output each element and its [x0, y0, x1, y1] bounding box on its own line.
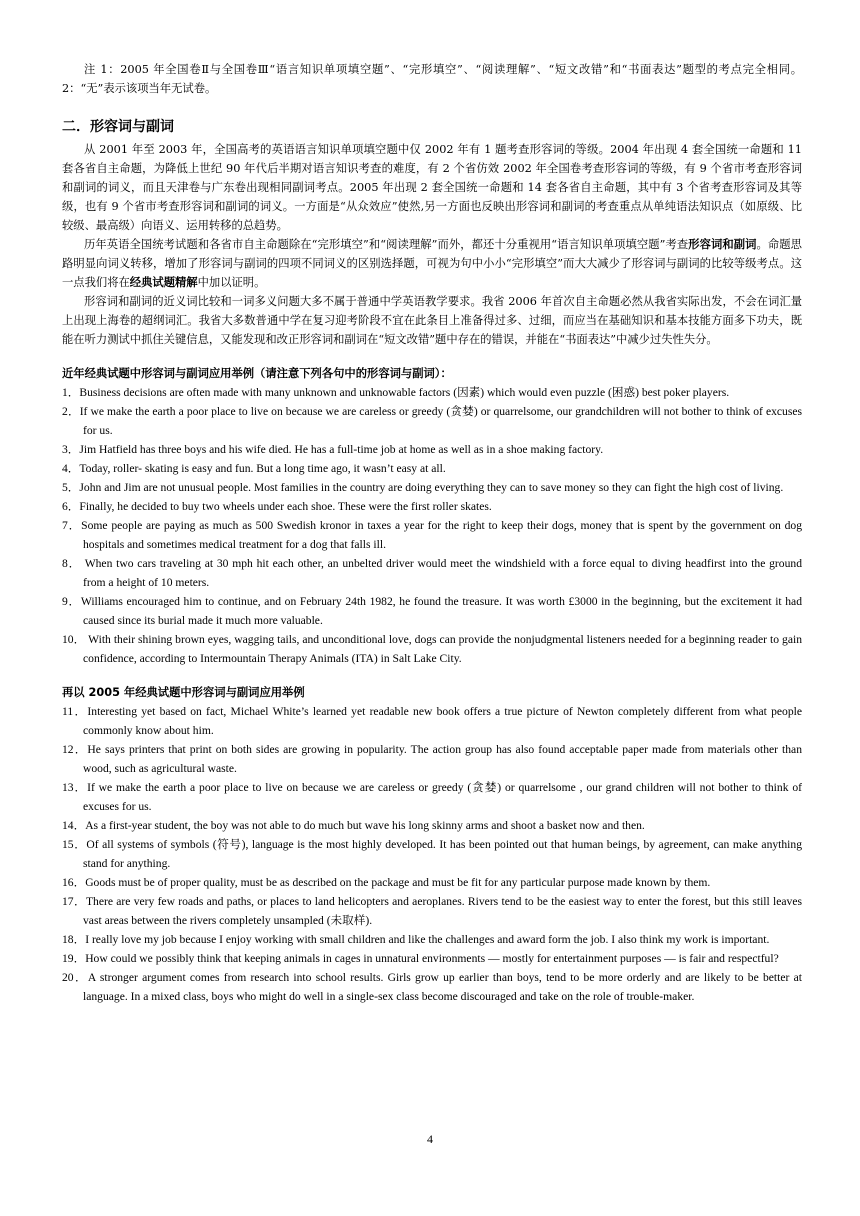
example-list-1-heading: 近年经典试题中形容词与副词应用举例（请注意下列各句中的形容词与副词）： — [62, 367, 452, 380]
list-item: 11．Interesting yet based on fact, Michael White’s learned yet readable new book offers a true picture of Newton completely different from what people commonly know about him. — [62, 705, 803, 737]
paragraph-2-text-b: 。命题思路明显向词义转移，增加了形容词与副词的四项不同词义的区别选择题，可视为句中小小“完形填空”而大大减少了形容词与副词的比较等级考点。这一点我们将在 — [62, 238, 802, 289]
list-item: 14．As a first-year student, the boy was not able to do much but wave his long skinny arms and shoot a basket now and then. — [62, 819, 645, 832]
list-item: 18．I really love my job because I enjoy working with small children and like the challenges and award form the job. I also think my work is important. — [62, 933, 770, 946]
paragraph-2-text-a: 历年英语全国统考试题和各省市自主命题除在“完形填空”和“阅读理解”而外，都还十分重视用“语言知识单项填空题”考查 — [84, 238, 689, 251]
section-title: 二．形容词与副词 — [62, 119, 174, 135]
list-item: 8． When two cars traveling at 30 mph hit each other, an unbelted driver would meet the windshield with a force equal to diving headfirst into the ground from a height of 10 meters. — [62, 557, 802, 589]
list-item: 17．There are very few roads and paths, or places to land helicopters and aeroplanes. Rivers tend to be the easiest way to enter the forest, but this still leaves vast areas between the rivers completely unsampled (未取样). — [62, 895, 802, 927]
list-item: 4．Today, roller- skating is easy and fun. But a long time ago, it wasn’t easy at all. — [62, 462, 446, 475]
list-item: 2．If we make the earth a poor place to live on because we are careless or greedy (贪婪) or quarrelsome, our grandchildren will not bother to think of excuses for us. — [62, 405, 802, 437]
list-item: 6．Finally, he decided to buy two wheels under each shoe. These were the first roller skates. — [62, 500, 492, 513]
list-item: 20．A stronger argument comes from research into school results. Girls grow up earlier than boys, tend to be more orderly and are likely to be better at language. In a mixed class, boys who might do well in a single-sex class become discouraged and take on the role of trouble-maker. — [62, 971, 802, 1003]
paragraph-2-bold-ref: 经典试题精解 — [129, 276, 198, 289]
list-item: 1．Business decisions are often made with many unknown and unknowable factors (因素) which would even puzzle (困惑) best poker players. — [62, 386, 730, 399]
list-item: 19．How could we possibly think that keeping animals in cages in unnatural environments — mostly for entertainment purposes — is fair and respectful? — [62, 952, 779, 965]
list-item: 13．If we make the earth a poor place to live on because we are careless or greedy (贪婪) or quarrelsome , our grand children will not bother to think of excuses for us. — [62, 781, 802, 813]
list-item: 3．Jim Hatfield has three boys and his wife died. He has a full-time job at home as well as in a shoe making factory. — [62, 443, 604, 456]
list-item: 9．Williams encouraged him to continue, and on February 24th 1982, he found the treasure. It was worth £3000 in the beginning, but the excitement it had caused since its burial made it much more valuable. — [62, 595, 802, 627]
list-item: 7．Some people are paying as much as 500 Swedish kronor in taxes a year for the right to keep their dogs, money that is spent by the government on dog hospitals and sometimes medical treatment for a dog that falls ill. — [62, 519, 802, 551]
paragraph-1: 从 2001 年至 2003 年，全国高考的英语语言知识单项填空题中仅 2002 年有 1 题考查形容词的等级。2004 年出现 4 套全国统一命题和 11 套各省自主命题，为降低上世纪 90 年代后半期对语言知识考查的难度，有 2 个省仿效 2002 年全国卷考查形容词的等级，有 9 个省市考查形容词和副词的词义，而且天津卷与广东卷出现相同副词考点。2005 年出现 2 套全国统一命题和 14 套各省自主命题，其中有 3 个省考查形容词及其等级，也有 9 个省市考查形容词和副词的词义。一方面是“从众效应”使然,另一方面也反映出形容词和副词的考查重点从单纯语法知识点（如原级、比较级、最高级）向语义、运用转移的总趋势。 — [62, 143, 802, 232]
paragraph-3: 形容词和副词的近义词比较和一词多义问题大多不属于普通中学英语教学要求。我省 2006 年首次自主命题必然从我省实际出发，不会在词汇量上出现上海卷的超纲词汇。我省大多数普通中学在复习迎考阶段不宜在此条目上准备得过多、过细，而应当在基础知识和基本技能方面多下功夫，既能在听力测试中抓住关键信息，又能发现和改正形容词和副词在“短文改错”题中存在的错误，并能在“书面表达”中减少过失性失分。 — [62, 295, 802, 346]
footnote: 注 1：2005 年全国卷Ⅱ与全国卷Ⅲ“语言知识单项填空题”、“完形填空”、“阅读理解”、“短文改错”和“书面表达”题型的考点完全相同。2：“无”表示该项当年无试卷。 — [62, 63, 802, 95]
example-list-2 — [62, 702, 802, 1006]
paragraph-2-bold-term: 形容词和副词 — [688, 238, 757, 251]
list-item: 5．John and Jim are not unusual people. Most families in the country are doing everything they can to save money so they can fight the high cost of living. — [62, 481, 784, 494]
paragraph-2 — [62, 235, 802, 292]
example-list-1 — [62, 383, 802, 668]
list-item: 15．Of all systems of symbols (符号), language is the most highly developed. It has been pointed out that human beings, by agreement, can make anything stand for anything. — [62, 838, 802, 870]
paragraph-2-text-c: 中加以证明。 — [197, 276, 266, 289]
list-item: 16．Goods must be of proper quality, must be as described on the package and must be fit for any particular purpose made known by them. — [62, 876, 711, 889]
list-item: 10． With their shining brown eyes, wagging tails, and unconditional love, dogs can provide the nonjudgmental listeners needed for a beginning reader to gain confidence, according to Intermountain Therapy Animals (ITA) in Salt Lake City. — [62, 633, 802, 665]
example-list-2-heading: 再以 2005 年经典试题中形容词与副词应用举例 — [62, 686, 305, 699]
document-page — [62, 60, 802, 1006]
page-number: 4 — [427, 1132, 433, 1146]
list-item: 12．He says printers that print on both sides are growing in popularity. The action group has also found acceptable paper made from materials other than wood, such as agricultural waste. — [62, 743, 802, 775]
